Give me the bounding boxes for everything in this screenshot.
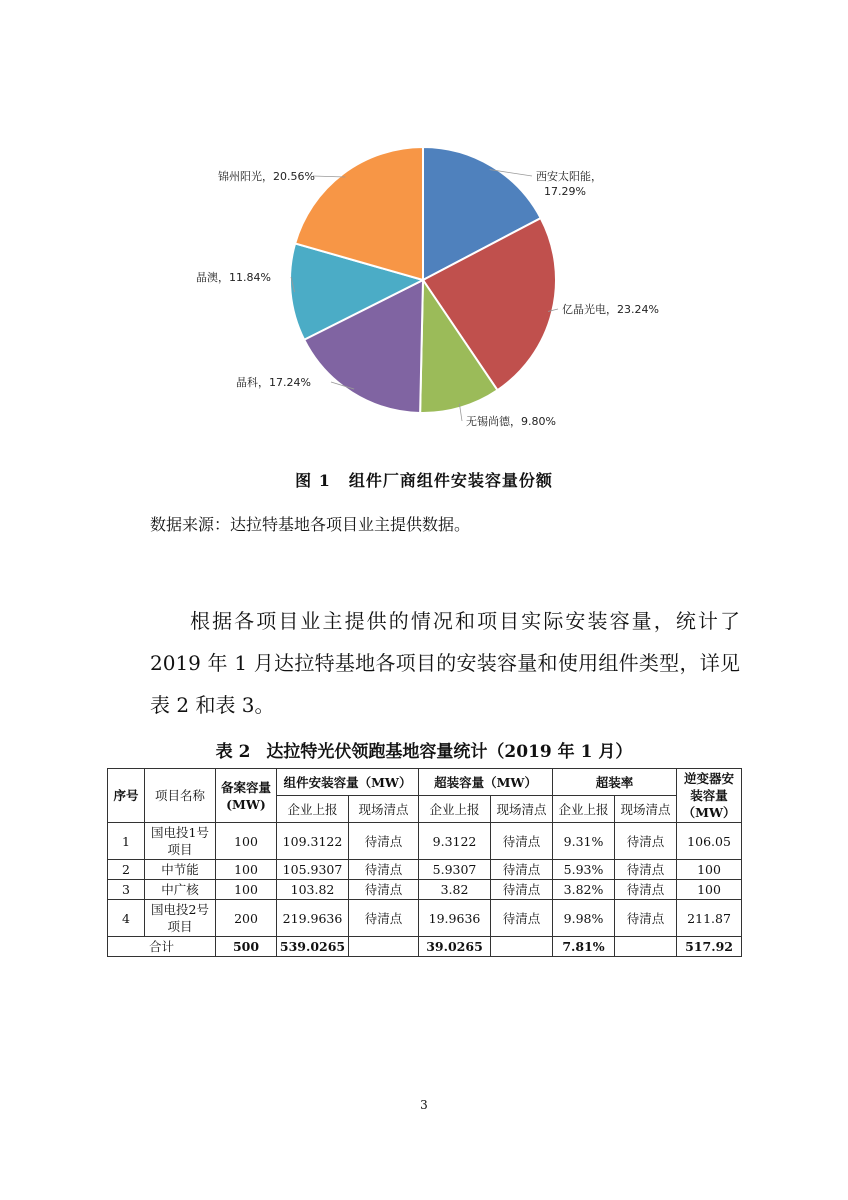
pie-label-5: 晶澳，11.84% (196, 271, 271, 284)
cell-module-report: 109.3122 (277, 823, 349, 860)
table-number: 表 2 (215, 742, 251, 762)
cell-total-over-check (491, 937, 553, 957)
header-inverter-capacity: 逆变器安装容量（MW） (677, 769, 742, 823)
cell-total-module-report: 539.0265 (277, 937, 349, 957)
cell-filed: 100 (216, 860, 277, 880)
cell-module-check: 待清点 (349, 860, 419, 880)
cell-rate-check: 待清点 (615, 880, 677, 900)
cell-inverter: 100 (677, 860, 742, 880)
table-total-row (108, 937, 742, 957)
cell-total-over-report: 39.0265 (419, 937, 491, 957)
data-source-note: 数据来源：达拉特基地各项目业主提供数据。 (150, 515, 471, 534)
cell-over-check: 待清点 (491, 823, 553, 860)
cell-inverter: 100 (677, 880, 742, 900)
cell-seq: 3 (108, 880, 145, 900)
header-over-capacity: 超装容量（MW） (419, 769, 553, 796)
cell-over-report: 5.9307 (419, 860, 491, 880)
table-title: 达拉特光伏领跑基地容量统计（2019 年 1 月） (266, 742, 633, 762)
cell-filed: 100 (216, 823, 277, 860)
cell-rate-check: 待清点 (615, 900, 677, 937)
subheader-check: 现场清点 (491, 796, 553, 823)
pie-label-2: 亿晶光电，23.24% (562, 303, 659, 316)
figure-caption (0, 468, 848, 491)
pie-label-1: 西安太阳能， 17.29% (536, 170, 602, 198)
cell-module-check: 待清点 (349, 880, 419, 900)
cell-inverter: 211.87 (677, 900, 742, 937)
cell-module-check: 待清点 (349, 900, 419, 937)
table-row (108, 860, 742, 880)
cell-over-report: 9.3122 (419, 823, 491, 860)
cell-over-check: 待清点 (491, 860, 553, 880)
cell-module-check: 待清点 (349, 823, 419, 860)
cell-name: 中广核 (145, 880, 216, 900)
cell-rate-report: 9.98% (553, 900, 615, 937)
cell-filed: 100 (216, 880, 277, 900)
cell-rate-check: 待清点 (615, 860, 677, 880)
header-module-capacity: 组件安装容量（MW） (277, 769, 419, 796)
cell-total-module-check (349, 937, 419, 957)
cell-name: 中节能 (145, 860, 216, 880)
subheader-report: 企业上报 (553, 796, 615, 823)
header-name: 项目名称 (145, 769, 216, 823)
subheader-check: 现场清点 (349, 796, 419, 823)
cell-module-report: 103.82 (277, 880, 349, 900)
cell-seq: 2 (108, 860, 145, 880)
paragraph-text: 根据各项目业主提供的情况和项目实际安装容量，统计了 2019 年 1 月达拉特基地各项目的安装容量和使用组件类型，详见表 2 和表 3。 (150, 609, 740, 717)
cell-rate-check: 待清点 (615, 823, 677, 860)
cell-total-rate-check (615, 937, 677, 957)
cell-seq: 4 (108, 900, 145, 937)
pie-label-6: 锦州阳光，20.56% (218, 170, 315, 183)
header-filed-capacity: 备案容量(MW) (216, 769, 277, 823)
cell-seq: 1 (108, 823, 145, 860)
pie-label-4: 晶科，17.24% (236, 376, 311, 389)
cell-rate-report: 3.82% (553, 880, 615, 900)
cell-inverter: 106.05 (677, 823, 742, 860)
table-row (108, 900, 742, 937)
cell-name: 国电投1号项目 (145, 823, 216, 860)
capacity-statistics-table (107, 768, 742, 957)
cell-filed: 200 (216, 900, 277, 937)
page-number: 3 (420, 1098, 428, 1112)
cell-rate-report: 5.93% (553, 860, 615, 880)
cell-total-label: 合计 (108, 937, 216, 957)
cell-total-filed: 500 (216, 937, 277, 957)
cell-over-report: 19.9636 (419, 900, 491, 937)
subheader-check: 现场清点 (615, 796, 677, 823)
cell-total-inverter: 517.92 (677, 937, 742, 957)
cell-rate-report: 9.31% (553, 823, 615, 860)
cell-module-report: 219.9636 (277, 900, 349, 937)
cell-over-check: 待清点 (491, 900, 553, 937)
table-row (108, 880, 742, 900)
cell-over-check: 待清点 (491, 880, 553, 900)
pie-label-3: 无锡尚德，9.80% (466, 415, 556, 428)
figure-title: 组件厂商组件安装容量份额 (348, 471, 553, 490)
subheader-report: 企业上报 (419, 796, 491, 823)
header-seq: 序号 (108, 769, 145, 823)
table-header-row (108, 769, 742, 796)
subheader-report: 企业上报 (277, 796, 349, 823)
cell-total-rate-report: 7.81% (553, 937, 615, 957)
figure-number: 图 1 (295, 471, 331, 490)
cell-over-report: 3.82 (419, 880, 491, 900)
cell-name: 国电投2号项目 (145, 900, 216, 937)
body-paragraph (150, 600, 740, 726)
header-over-rate: 超装率 (553, 769, 677, 796)
table-caption (0, 737, 848, 762)
cell-module-report: 105.9307 (277, 860, 349, 880)
table-row (108, 823, 742, 860)
module-share-pie-chart (0, 0, 848, 460)
